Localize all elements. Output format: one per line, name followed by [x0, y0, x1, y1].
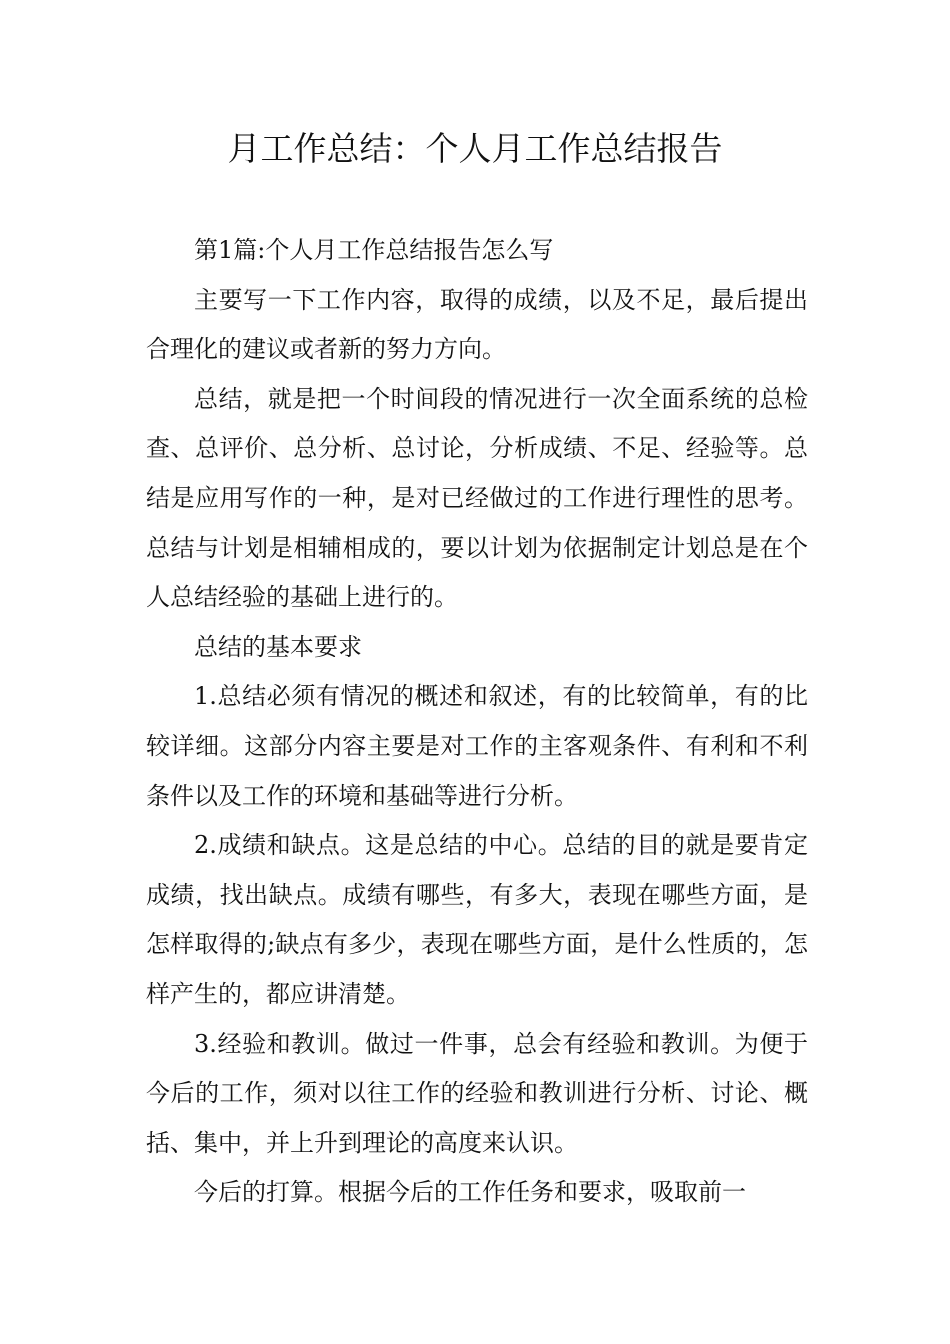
paragraph: 1.总结必须有情况的概述和叙述，有的比较简单，有的比较详细。这部分内容主要是对工作的主客观条件、有利和不利条件以及工作的环境和基础等进行分析。: [146, 682, 808, 810]
document-body: [146, 226, 808, 1218]
paragraph: 2.成绩和缺点。这是总结的中心。总结的目的就是要肯定成绩，找出缺点。成绩有哪些，有多大，表现在哪些方面，是怎样取得的;缺点有多少，表现在哪些方面，是什么性质的，怎样产生的，都应讲清楚。: [146, 831, 808, 1008]
paragraph: 3.经验和教训。做过一件事，总会有经验和教训。为便于今后的工作，须对以往工作的经验和教训进行分析、讨论、概括、集中，并上升到理论的高度来认识。: [146, 1029, 808, 1157]
paragraph: 主要写一下工作内容，取得的成绩，以及不足，最后提出合理化的建议或者新的努力方向。: [146, 285, 808, 364]
subheading: 总结的基本要求: [194, 632, 362, 661]
document-title: 月工作总结：个人月工作总结报告: [227, 129, 723, 168]
paragraph: 总结，就是把一个时间段的情况进行一次全面系统的总检查、总评价、总分析、总讨论，分析成绩、不足、经验等。总结是应用写作的一种，是对已经做过的工作进行理性的思考。总结与计划是相辅相成的，要以计划为依据制定计划总是在个人总结经验的基础上进行的。: [146, 384, 808, 612]
section-heading: 第1篇:个人月工作总结报告怎么写: [194, 236, 554, 264]
paragraph: 今后的打算。根据今后的工作任务和要求，吸取前一: [194, 1178, 746, 1207]
